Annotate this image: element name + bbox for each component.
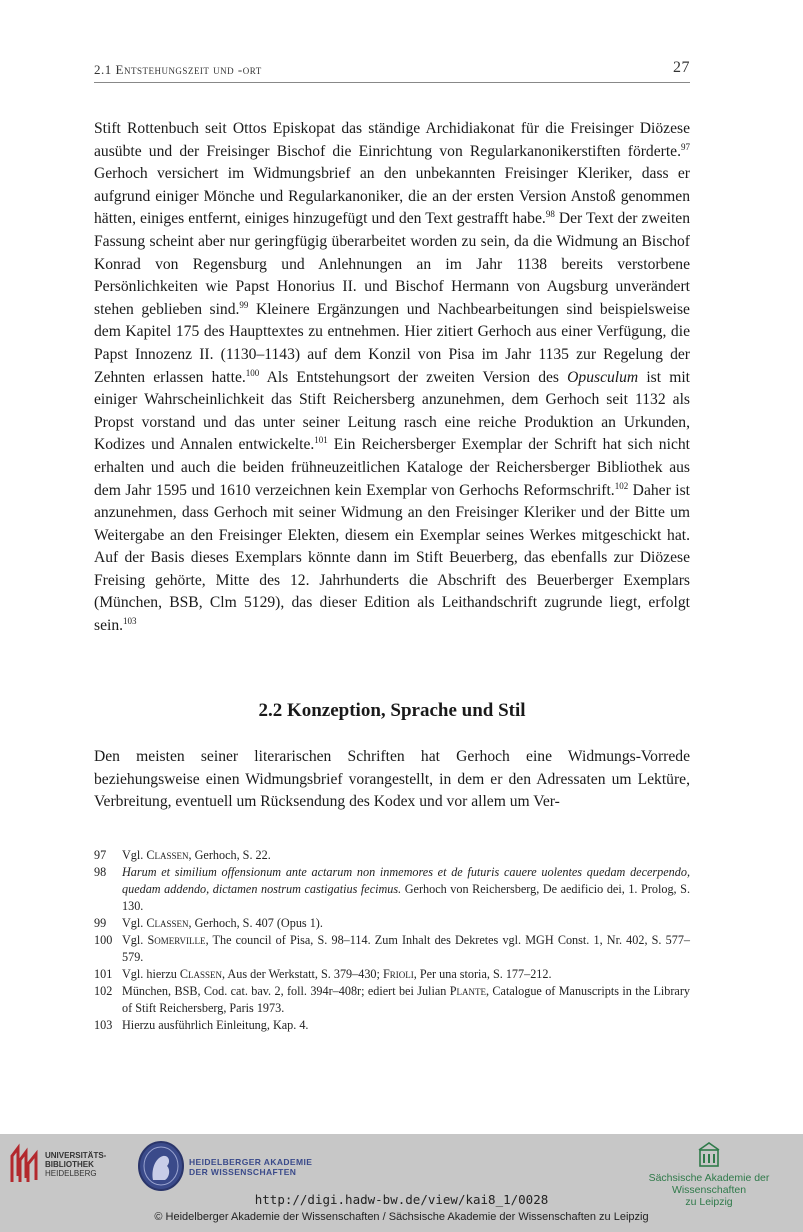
hadw-line: HEIDELBERGER AKADEMIE bbox=[189, 1157, 313, 1167]
hadw-line: DER WISSENSCHAFTEN bbox=[189, 1167, 297, 1177]
footnote bbox=[94, 864, 690, 915]
text-run: , The council of Pisa, S. 98–114. Zum Inhalt des Dekretes vgl. MGH Const. 1, Nr. 402, S. 577–579. bbox=[122, 933, 691, 964]
text-run: , Gerhoch, S. 407 (Opus 1). bbox=[188, 916, 323, 930]
text-run: Kleinere Ergänzungen und Nachbearbeitungen sind beispielsweise dem Kapitel 175 des Haupttextes zu entnehmen. Hier zitiert Gerhoch aus einer Verfügung, die Papst Innozenz II. (1130–1143) auf dem Konzil von Pisa im Jahr 1135 zur Regelung der Zehnten erlassen hatte. bbox=[94, 300, 690, 386]
text-run: Der Text der zweiten Fassung scheint aber nur geringfügig überarbeitet worden zu sein, da die Widmung an Bischof Konrad von Regensburg und Anlehnungen an im Jahr 1138 bereits verstorbene Persönlichkeiten wie Papst Honorius II. und Bischof Hermann von Augsburg unverändert stehen geblieben sind. bbox=[94, 210, 691, 318]
footnote-ref[interactable]: 98 bbox=[545, 209, 555, 220]
ub-heidelberg-logo[interactable] bbox=[8, 1142, 118, 1192]
text-run: Gerhoch von Reichersberg, De aedificio dei, 1. Prolog, S. 130. bbox=[122, 882, 690, 913]
footnote bbox=[94, 966, 690, 983]
author-name: Plante bbox=[449, 984, 486, 998]
footnote-number: 97 bbox=[94, 848, 107, 862]
ub-name bbox=[45, 1151, 106, 1178]
text-run: , Aus der Werkstatt, S. 379–430; bbox=[222, 967, 383, 981]
footnote bbox=[94, 983, 690, 1017]
text-run: , Gerhoch, S. 22. bbox=[188, 848, 271, 862]
footnote-ref[interactable]: 101 bbox=[314, 435, 328, 446]
author-name: Frioli bbox=[382, 967, 414, 981]
text-run: , Per una storia, S. 177–212. bbox=[413, 967, 552, 981]
body-text-section-2-1 bbox=[94, 118, 690, 638]
footnotes bbox=[94, 847, 690, 1034]
footnote-ref[interactable]: 97 bbox=[681, 141, 690, 152]
footnote bbox=[94, 915, 690, 932]
text-run: Vgl. hierzu bbox=[122, 967, 180, 981]
copyright-notice: © Heidelberger Akademie der Wissenschaften / Sächsische Akademie der Wissenschaften zu Leipzig bbox=[154, 1211, 649, 1223]
permalink-url[interactable]: http://digi.hadw-bw.de/view/kai8_1/0028 bbox=[254, 1192, 549, 1207]
footnote-ref[interactable]: 100 bbox=[245, 367, 260, 378]
section-heading: 2.2 Konzeption, Sprache und Stil bbox=[258, 700, 526, 721]
saw-building-icon bbox=[698, 1142, 720, 1168]
footer-bar bbox=[0, 1134, 803, 1232]
text-run: Stift Rottenbuch seit Ottos Episkopat das ständige Archidiakonat für die Freisinger Diözese ausübte und der Freisinger Bischof die Einrichtung von Regularkanonikerstiften förderte. bbox=[94, 120, 690, 160]
saw-line: Sächsische Akademie der Wissenschaften bbox=[648, 1172, 770, 1196]
footnote bbox=[94, 847, 690, 864]
minerva-seal-icon bbox=[137, 1140, 185, 1192]
text-run: Vgl. bbox=[122, 933, 148, 947]
text-run: München, BSB, Cod. cat. bav. 2, foll. 394r–408r; ediert bei Julian bbox=[122, 984, 450, 998]
footnote-number: 103 bbox=[94, 1018, 113, 1032]
hadw-name bbox=[189, 1157, 312, 1177]
paragraph: Den meisten seiner literarischen Schriften hat Gerhoch eine Widmungs-Vorrede beziehungsweise einen Widmungsbrief vorangestellt, in dem er den Adressaten um Lektüre, Verbreitung, eventuell um Rücksendung des Kodex und vor allem um Ver- bbox=[94, 748, 690, 811]
footnote-ref[interactable]: 99 bbox=[239, 299, 249, 310]
text-run: Als Entstehungsort der zweiten Version des bbox=[259, 368, 568, 386]
text-run: Vgl. bbox=[122, 916, 147, 930]
footnote bbox=[94, 1017, 690, 1034]
running-head-title: 2.1 Entstehungszeit und -ort bbox=[94, 62, 262, 77]
ub-line: UNIVERSITÄTS- bbox=[45, 1151, 107, 1160]
ub-emblem-icon bbox=[8, 1142, 40, 1184]
latin-quote: Harum et similium offensionum ante actarum non inmemores et de futuris cauere uolentes quedam decerpendo, quedam addendo, dictamen nostrum castigatius fecimus. bbox=[122, 865, 690, 896]
ub-line: HEIDELBERG bbox=[45, 1169, 97, 1178]
text-run: Ein Reichersberger Exemplar der Schrift hat sich nicht erhalten und auch die beiden frühneuzeitlichen Kataloge der Reichersberger Bibliothek aus dem Jahr 1595 und 1610 verzeichnen kein Exemplar von Gerhochs Reformschrift. bbox=[94, 436, 690, 499]
text-run: Vgl. bbox=[122, 848, 147, 862]
text-run: Daher ist anzunehmen, dass Gerhoch mit seiner Widmung an den Freisinger Kleriker und der Bitte um Weitergabe an den Freisinger Elekten, diesem ein Exemplar seines Werkes mitgeschickt hat. Auf der Basis dieses Exemplars könnte dann im Stift Beuerberg, das ebenfalls zur Diözese Freising gehörte, Mitte des 12. Jahrhunderts die Abschrift des Beuerberger Exemplars (München, BSB, Clm 5129), das dieser Edition als Leithandschrift zugrunde liegt, erfolgt sein. bbox=[94, 481, 690, 635]
ub-line: BIBLIOTHEK bbox=[45, 1160, 94, 1169]
footnote-number: 101 bbox=[94, 967, 113, 981]
footnote-number: 99 bbox=[94, 916, 107, 930]
footnote-ref[interactable]: 102 bbox=[614, 480, 629, 491]
text-run: Hierzu ausführlich Einleitung, Kap. 4. bbox=[122, 1018, 309, 1032]
footnote-number: 102 bbox=[94, 984, 113, 998]
author-name: Classen bbox=[146, 848, 189, 862]
footnote-number: 98 bbox=[94, 865, 107, 879]
paragraph bbox=[94, 118, 690, 638]
text-run: Gerhoch versichert im Widmungsbrief an den unbekannten Freisinger Kleriker, dass er aufgrund einiger Mönche und Regularkanoniker, die an der ersten Version Anstoß genommen hätten, einiges entfernt, einiges hinzugefügt und den Text gestrafft habe. bbox=[94, 165, 690, 228]
body-text-section-2-2 bbox=[94, 746, 690, 814]
saw-line: zu Leipzig bbox=[685, 1196, 733, 1208]
footnote-ref[interactable]: 103 bbox=[123, 616, 137, 627]
footnote-number: 100 bbox=[94, 933, 113, 947]
hadw-logo[interactable] bbox=[137, 1140, 337, 1200]
italic-title: Opusculum bbox=[567, 368, 639, 386]
text-run: ist mit einiger Wahrscheinlichkeit das Stift Reichersberg anzunehmen, dem Gerhoch seit 1132 als Propst vorstand und das unter seiner Leitung rasch eine reiche Produktion an Urkunden, Kodizes und Annalen entwickelte. bbox=[94, 368, 690, 454]
text-run: , Catalogue of Manuscripts in the Library of Stift Reichersberg, Paris 1973. bbox=[122, 984, 690, 1015]
page-number: 27 bbox=[673, 59, 690, 76]
author-name: Somerville bbox=[147, 933, 206, 947]
author-name: Classen bbox=[179, 967, 223, 981]
running-head bbox=[94, 60, 690, 83]
footnote bbox=[94, 932, 690, 966]
author-name: Classen bbox=[146, 916, 189, 930]
